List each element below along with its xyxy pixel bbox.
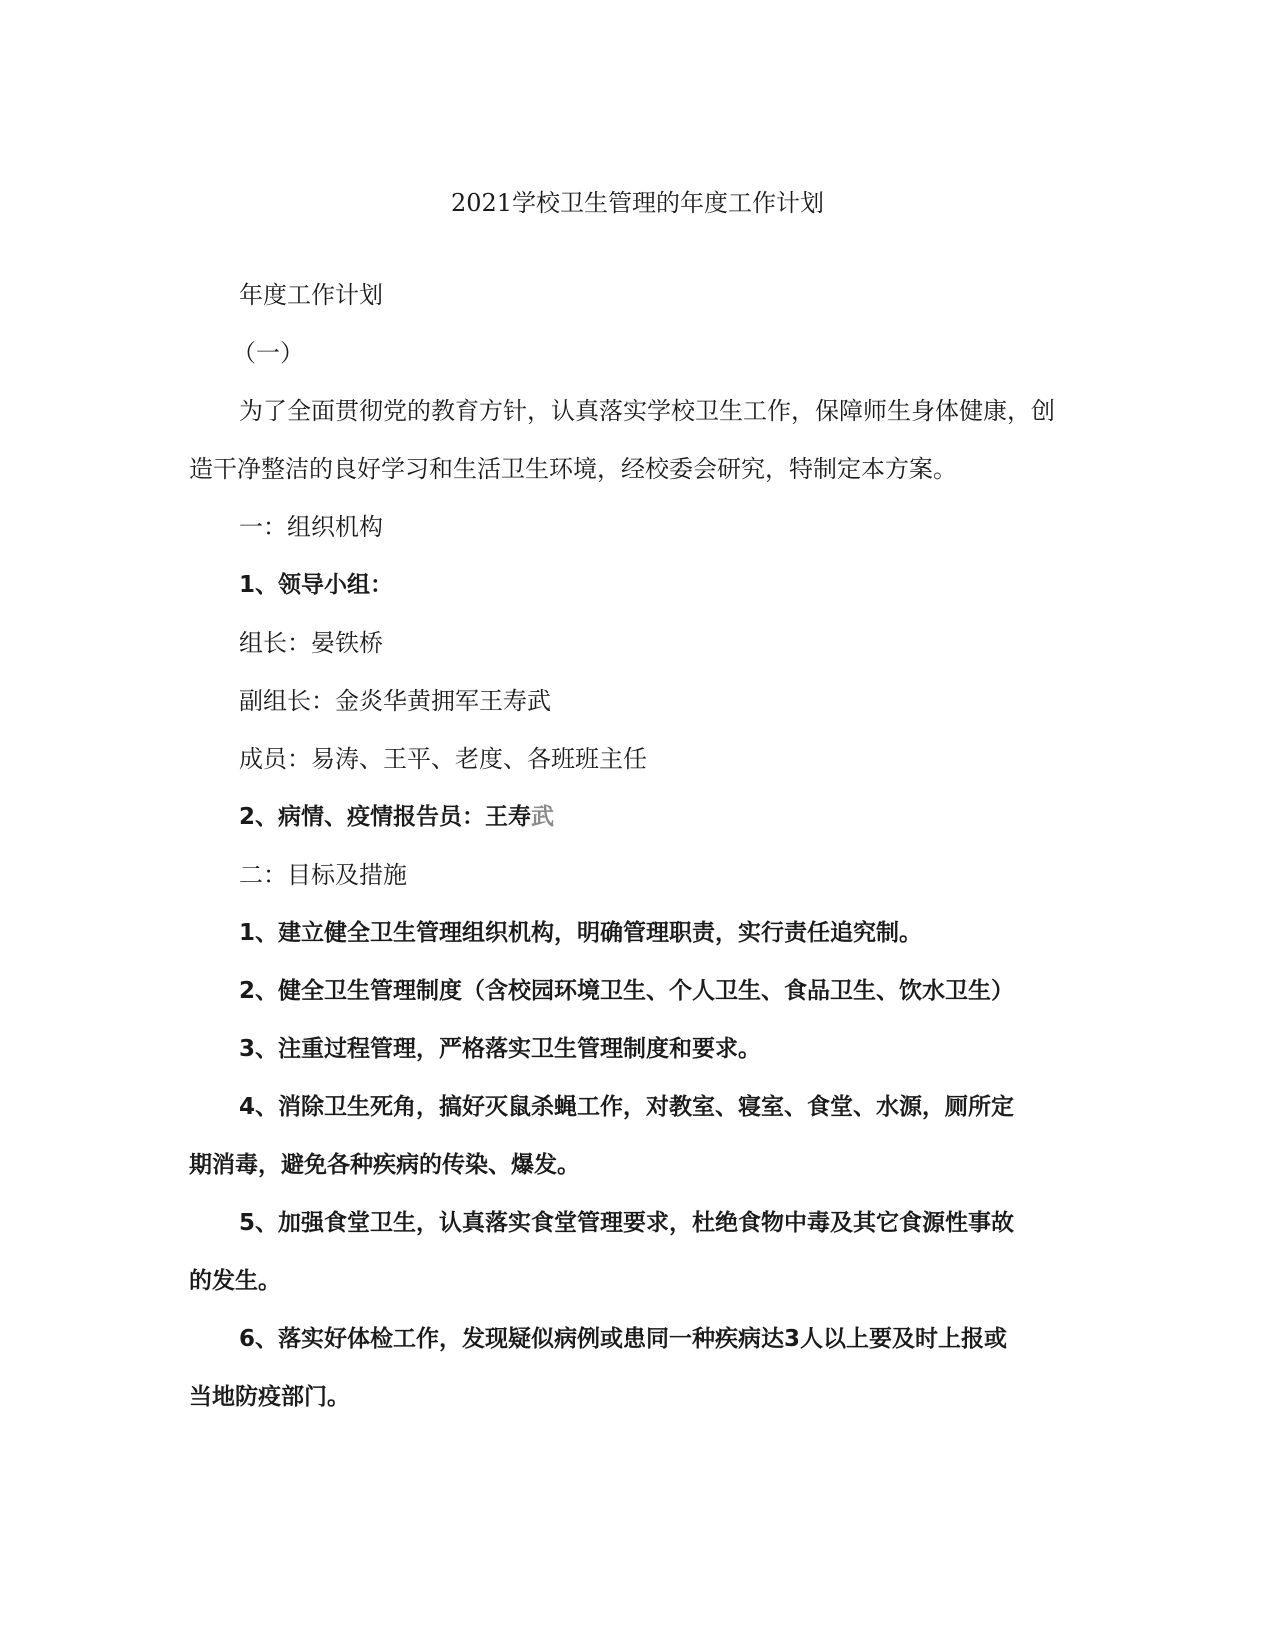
measure-4-line-1: 4、消除卫生死角，搞好灭鼠杀蝇工作，对教室、寝室、食堂、水源，厕所定 (239, 1094, 1015, 1120)
measure-4-line-2: 期消毒，避免各种疾病的传染、爆发。 (189, 1152, 580, 1178)
measure-6-line-1: 6、落实好体检工作，发现疑似病例或患同一种疾病达3人以上要及时上报或 (239, 1326, 1008, 1352)
measure-6-line-2: 当地防疫部门。 (189, 1384, 350, 1410)
measure-2: 2、健全卫生管理制度（含校园环境卫生、个人卫生、食品卫生、饮水卫生） (239, 978, 1015, 1004)
measure-5-line-1: 5、加强食堂卫生，认真落实食堂管理要求，杜绝食物中毒及其它食源性事故 (239, 1210, 1015, 1236)
measure-3: 3、注重过程管理，严格落实卫生管理制度和要求。 (239, 1036, 762, 1062)
members-line: 成员：易涛、王平、老度、各班班主任 (239, 745, 647, 773)
document-title: 2021学校卫生管理的年度工作计划 (450, 189, 825, 217)
section-2-title: 二：目标及措施 (239, 861, 407, 889)
leader-line: 组长：晏铁桥 (239, 629, 383, 657)
intro-paragraph-line-2: 造干净整洁的良好学习和生活卫生环境，经校委会研究，特制定本方案。 (189, 455, 957, 483)
intro-paragraph-line-1: 为了全面贯彻党的教育方针，认真落实学校卫生工作，保障师生身体健康，创 (239, 397, 1055, 425)
section-marker: （一） (232, 339, 304, 367)
reporter-text: 2、病情、疫情报告员：王寿 (239, 804, 532, 830)
measure-1: 1、建立健全卫生管理组织机构，明确管理职责，实行责任追究制。 (239, 920, 923, 946)
leader-group-title: 1、领导小组： (239, 572, 394, 598)
reporter-line (189, 788, 1089, 846)
measure-5-line-2: 的发生。 (189, 1268, 281, 1294)
reporter-last-char: 武 (531, 804, 555, 830)
deputy-leaders-line: 副组长：金炎华黄拥军王寿武 (239, 687, 551, 715)
heading: 年度工作计划 (239, 281, 383, 309)
document-body (189, 266, 1089, 1426)
section-1-title: 一：组织机构 (239, 513, 383, 541)
